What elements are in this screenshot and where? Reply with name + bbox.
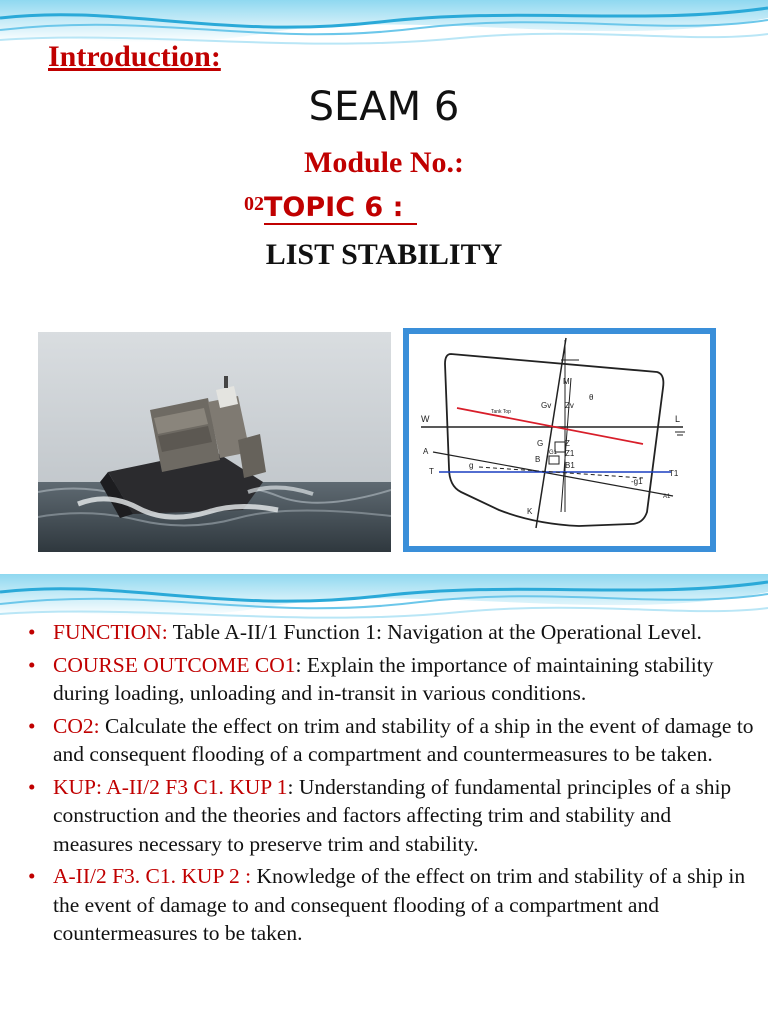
bullet-label: KUP: A-II/2 F3 C1. KUP 1 <box>53 774 288 799</box>
diagram-label-zv: Zv <box>565 401 574 410</box>
bullet-icon: • <box>28 620 36 644</box>
diagram-label-a: A <box>423 447 429 456</box>
bullet-label: A-II/2 F3. C1. KUP 2 : <box>53 864 252 888</box>
list-item <box>24 651 754 708</box>
diagram-label-gv: Gv <box>541 401 552 410</box>
bullet-text: : Understanding of fundamental principles of a ship construction and the theories and factors affecting trim and stability and measures necessary to preserve trim and stability. <box>53 774 732 856</box>
bullet-icon: • <box>28 713 36 738</box>
diagram-label-t: T <box>429 467 434 476</box>
module-number: 02 <box>244 193 264 215</box>
bullet-text: : Explain the importance of maintaining stability during loading, unloading and in-transit in various conditions. <box>53 652 714 705</box>
diagram-label-g: G <box>537 439 544 448</box>
list-item <box>24 712 754 769</box>
list-item <box>24 618 754 647</box>
subject-title: LIST STABILITY <box>265 238 503 271</box>
bullet-label: CO2: <box>53 713 100 738</box>
module-label: Module No.: <box>304 146 464 179</box>
diagram-label-k: K <box>527 507 533 516</box>
diagram-label-a1: A1 <box>663 494 671 500</box>
diagram-label-tank-top: Tank Top <box>491 409 511 415</box>
bullet-text: Table A-II/1 Function 1: Navigation at the Operational Level. <box>167 620 702 644</box>
diagram-label-g1-small: -g1 <box>631 477 643 486</box>
diagram-label-g-small: g <box>469 461 474 470</box>
topic-title: TOPIC 6 : <box>264 192 417 225</box>
bullet-label: FUNCTION: <box>53 620 168 644</box>
bullet-text: Calculate the effect on trim and stability of a ship in the event of damage to and consequent flooding of a compartment and countermeasures to be taken. <box>53 713 754 766</box>
topic-line <box>244 192 417 223</box>
list-item <box>24 862 754 948</box>
diagram-label-w: W <box>421 414 430 424</box>
diagram-label-m: M <box>563 377 570 386</box>
diagram-label-g1: G1 <box>549 450 558 456</box>
diagram-label-z1: Z1 <box>565 449 575 458</box>
outcomes-slide <box>0 574 768 1024</box>
bullet-label: COURSE OUTCOME CO1 <box>53 652 296 677</box>
diagram-label-theta: θ <box>589 393 594 402</box>
course-title: SEAM 6 <box>308 84 460 130</box>
slide-heading: Introduction: <box>48 40 221 73</box>
outcomes-list <box>24 618 754 952</box>
diagram-label-t1: T1 <box>669 469 679 478</box>
list-stability-diagram <box>403 328 716 552</box>
listing-ship-photo <box>38 332 391 552</box>
bullet-icon: • <box>28 652 36 677</box>
bullet-icon: • <box>28 774 36 799</box>
diagram-label-z: Z <box>565 439 570 448</box>
list-item <box>24 773 754 859</box>
bullet-text: Knowledge of the effect on trim and stability of a ship in the event of damage to and consequent flooding of a compartment and countermeasures to be taken. <box>53 864 746 945</box>
diagram-label-l: L <box>675 414 681 424</box>
diagram-label-b: B <box>535 455 541 464</box>
bullet-icon: • <box>28 864 36 888</box>
diagram-label-b1: B1 <box>565 461 575 470</box>
